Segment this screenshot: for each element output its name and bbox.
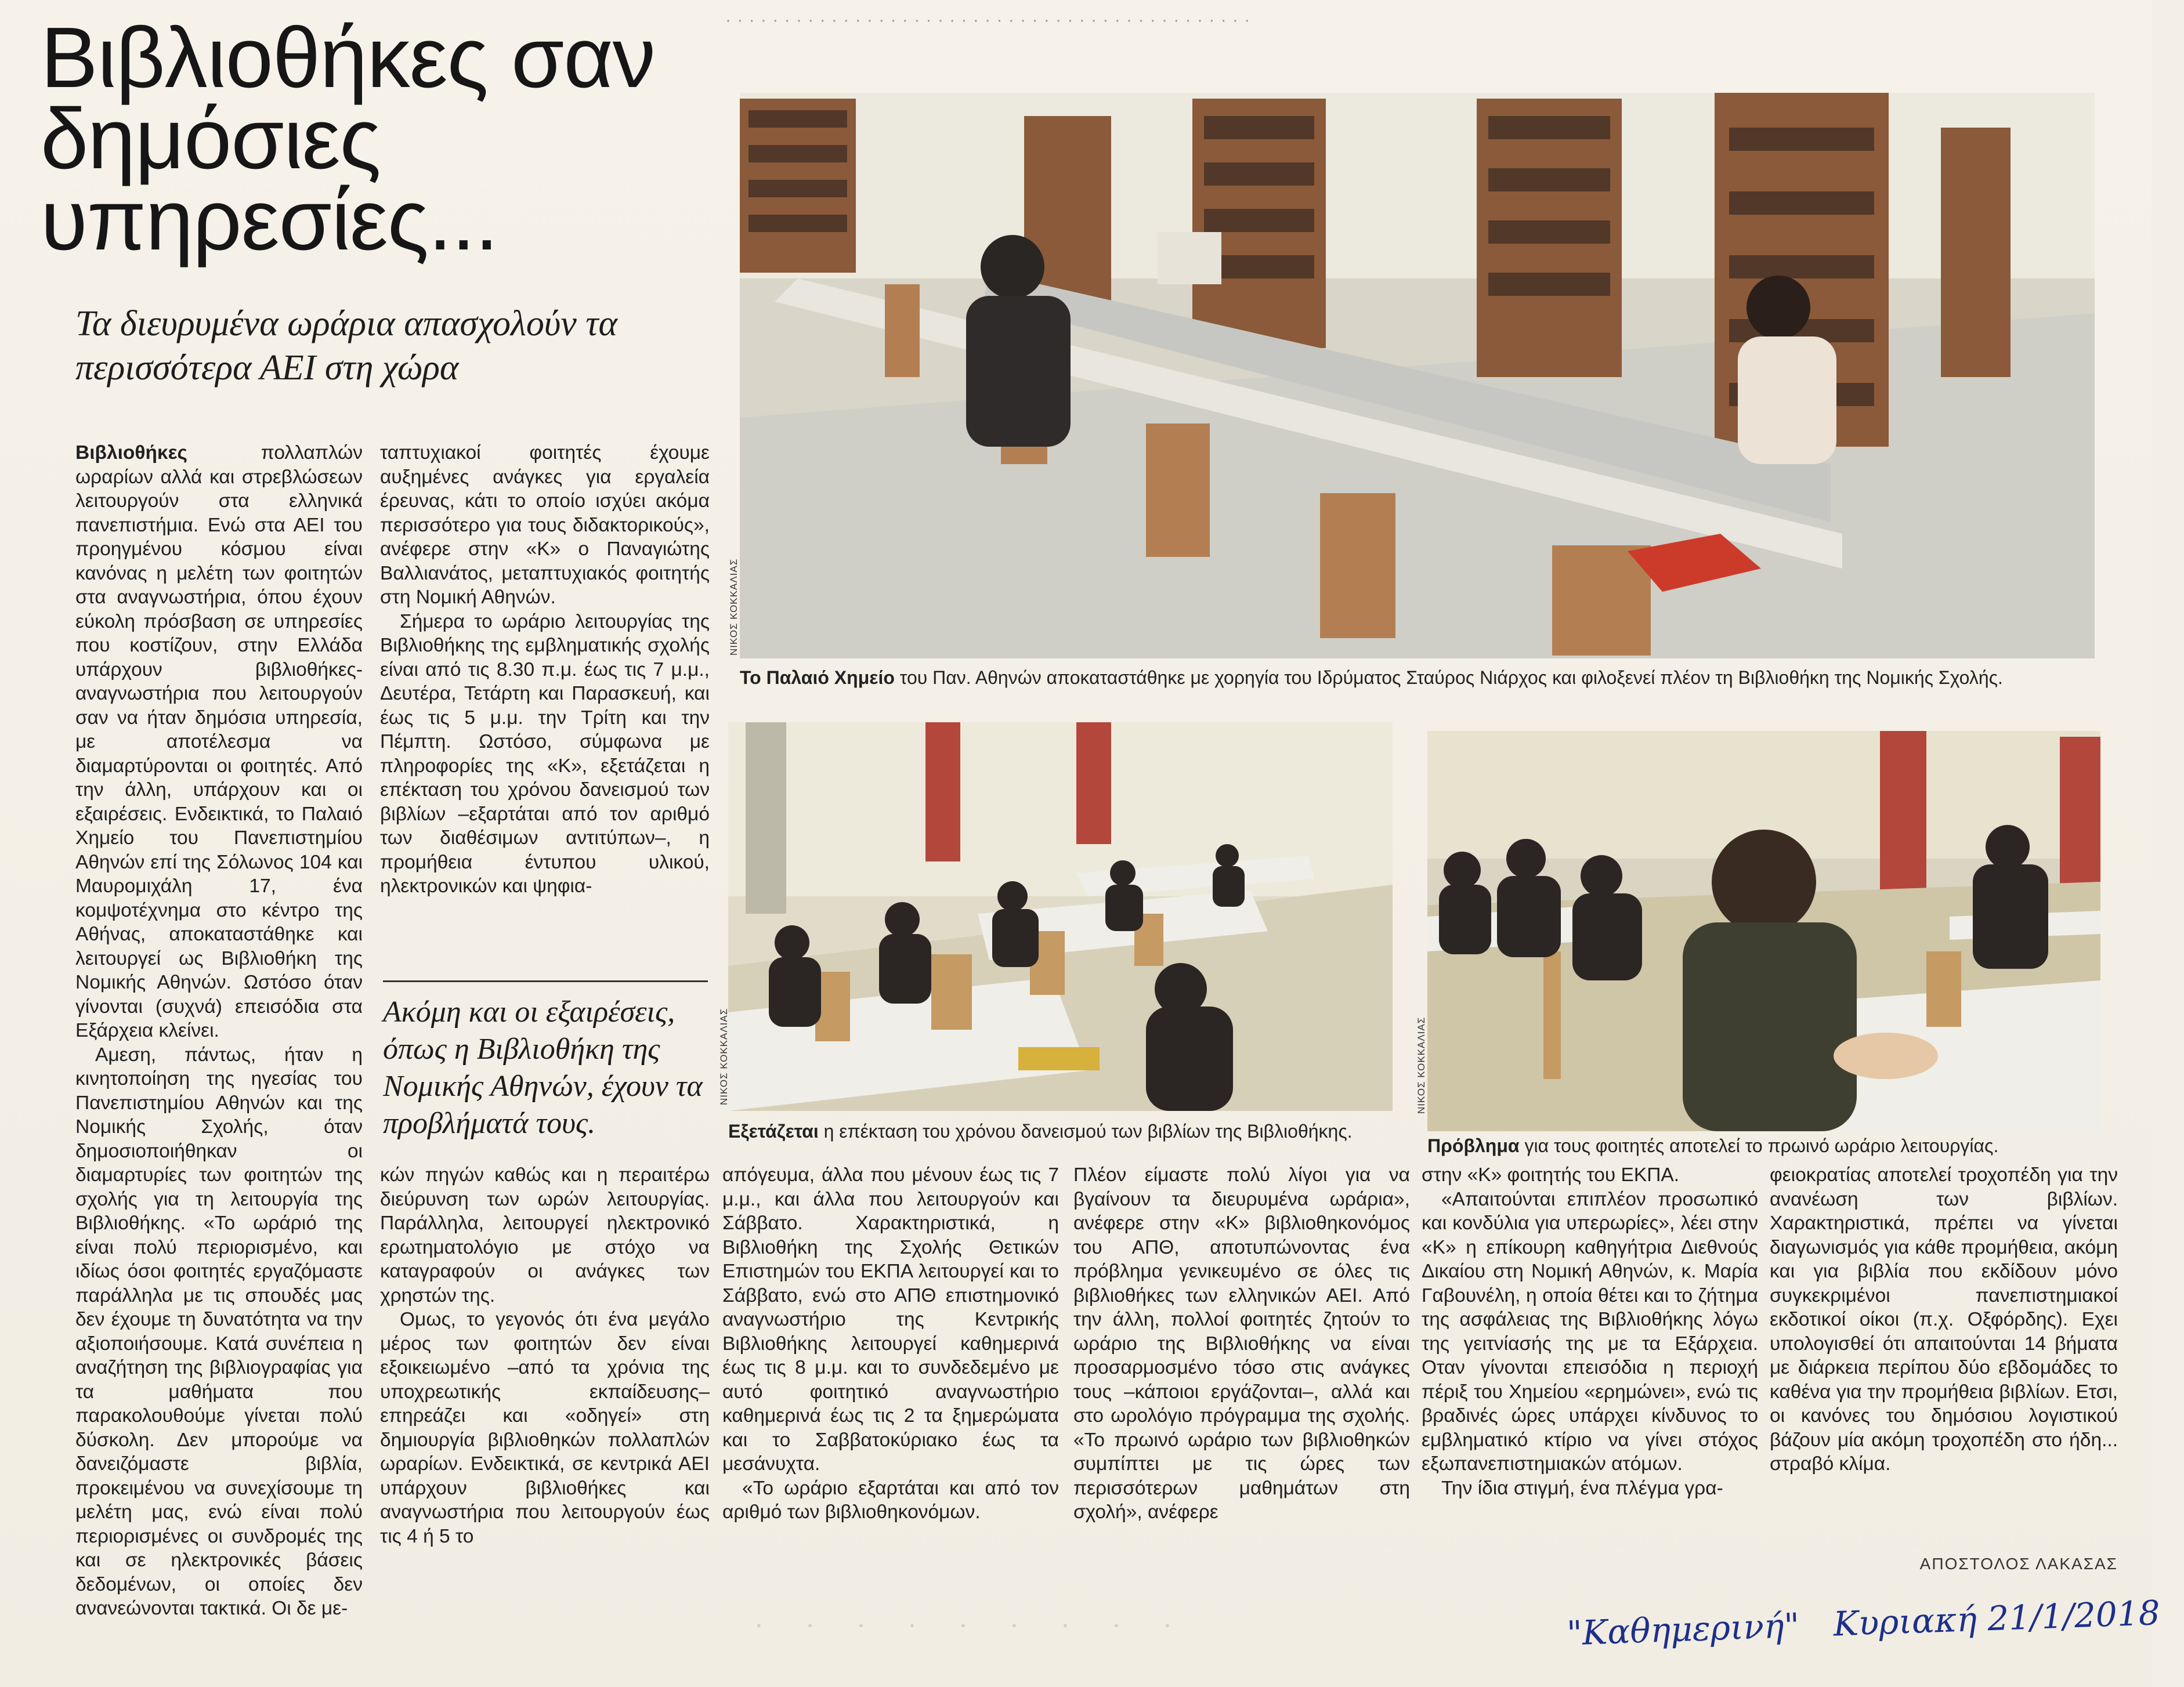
paragraph: απόγευμα, άλλα που μένουν έως τις 7 μ.μ., και άλλα που λειτουργούν και Σάββατο. Χαρακτηριστικά, η Βιβλιοθήκη της Σχολής Θετικών Επιστημών του ΕΚΠΑ λειτουργεί και το Σάββατο, ενώ στο ΑΠΘ επιστημονικό αναγνωστήριο της Κεντρικής Βιβλιοθήκης λειτουργεί καθημερινά έως τις 8 μ.μ. και το συνδεδεμένο με αυτό φοιτητικό αναγνωστήριο καθημερινά έως τις 2 τα ξημερώματα και το Σαββατοκύριακο έως τα μεσάνυχτα.	[722, 1164, 1059, 1475]
paragraph: Την ίδια στιγμή, ένα πλέγμα γρα-	[1441, 1477, 1723, 1499]
main-photo-library-interior	[740, 93, 2095, 658]
article-column-1	[75, 441, 363, 1619]
paragraph: Σήμερα το ωράριο λειτουργίας της Βιβλιοθήκης της εμβληματικής σχολής είναι από τις 8.30 π.μ. έως τις 7 μ.μ., Δευτέρα, Τετάρτη και Παρασκευή, και έως τις 5 μ.μ. την Τρίτη και την Πέμπτη. Ωστόσο, σύμφωνα με πληροφορίες της «Κ», εξετάζεται η επέκταση του χρόνου δανεισμού των βιβλίων –εξαρτάται από τον αριθμό των διαθέσιμων αντιτύπων–, η προμήθεια έντυπου υλικού, ηλεκτρονικών και ψηφια-	[380, 610, 710, 897]
paragraph: Ομως, το γεγονός ότι ένα μεγάλο μέρος των φοιτητών δεν είναι εξοικειωμένο –από τα χρόνια της υποχρεωτικής εκπαίδευσης– επηρεάζει και «οδηγεί» στη δημιουργία βιβλιοθηκών πολλαπλών ωραρίων. Ενδεικτικά, σε κεντρικά ΑΕΙ υπάρχουν βιβλιοθήκες και αναγνωστήρια που λειτουργούν έως τις 4 ή 5 το	[380, 1309, 710, 1547]
bleed-through-footer: · · · · · · · · ·	[754, 1610, 1189, 1641]
caption-text: η επέκταση του χρόνου δανεισμού των βιβλίων της Βιβλιοθήκης.	[818, 1121, 1353, 1142]
caption-lead: Το Παλαιό Χημείο	[740, 667, 895, 688]
paragraph: κών πηγών καθώς και η περαιτέρω διεύρυνση των ωρών λειτουργίας. Παράλληλα, λειτουργεί ηλεκτρονικό ερωτηματολόγιο με στόχο να καταγραφούν οι ανάγκες των χρηστών της.	[380, 1164, 710, 1306]
headline: Βιβλιοθήκες σαν δημόσιες υπηρεσίες...	[41, 10, 655, 268]
paragraph: πολλαπλών ωραρίων αλλά και στρεβλώσεων λειτουργούν στα ελληνικά πανεπιστήμια. Ενώ στα ΑΕΙ του προηγμένου κόσμου είναι κανόνας η μελέτη των φοιτητών στα αναγνωστήρια, όπου έχουν εύκολη πρόσβαση σε υπηρεσίες που κοστίζουν, στην Ελλάδα υπάρχουν βιβλιοθήκες-αναγνωστήρια που λειτουργούν σαν να ήταν δημόσια υπηρεσία, με αποτέλεσμα να διαμαρτύρονται οι φοιτητές. Από την άλλη, υπάρχουν και οι εξαιρέσεις. Ενδεικτικά, το Παλαιό Χημείο του Πανεπιστημίου Αθηνών επί της Σόλωνος 104 και Μαυρομιχάλη 17, ένα κομψοτέχνημα στο κέντρο της Αθήνας, αποκαταστάθηκε και λειτουργεί ως Βιβλιοθήκη της Νομικής Αθηνών. Ωστόσο όταν γίνονται (συχνά) επεισόδια στα Εξάρχεια κλείνει.	[75, 442, 363, 1041]
bleed-through-strip: · · · · · · · · · · · · · · · · · · · · · · · · · · · · · · · · · · · · · · · · · · · · ·	[725, 10, 1251, 30]
photo-reading-room	[728, 722, 1393, 1111]
article-column-6	[1770, 1163, 2118, 1552]
handwritten-paper-name: "Καθημερινή"	[1566, 1605, 1800, 1653]
article-column-5	[1422, 1163, 1758, 1552]
paragraph: Αμεση, πάντως, ήταν η κινητοποίηση της ηγεσίας του Πανεπιστημίου Αθηνών και της Νομικής Σχολής, όταν δημοσιοποιήθηκαν οι διαμαρτυρίες των φοιτητών της σχολής για τη λειτουργία της Βιβλιοθήκης. «Το ωράριό της είναι πολύ περιορισμένο, και ιδίως όσοι φοιτητές εργαζόμαστε παράλληλα με τις σπουδές μας δεν έχουμε τη δυνατότητα να την αξιοποιήσουμε. Κατά συνέπεια η αναζήτηση της βιβλιογραφίας για τα μαθήματα που παρακολουθούμε γίνεται πολύ δύσκολη. Δεν μπορούμε να δανειζόμαστε βιβλία, προκειμένου να συνεχίσουμε τη μελέτη μας, ενώ είναι πολύ περιορισμένες οι συνδρομές της και σε ηλεκτρονικές βάσεις δεδομένων, οι οποίες δεν ανανεώνονται τακτικά. Οι δε με-	[75, 1044, 363, 1619]
paragraph: «Το ωράριο εξαρτάται και από τον αριθμό των βιβλιοθηκονόμων.	[722, 1477, 1059, 1523]
photo-credit-2: ΝΙΚΟΣ ΚΟΚΚΑΛΙΑΣ	[718, 1008, 729, 1105]
pull-quote: Ακόμη και οι εξαιρέσεις, όπως η Βιβλιοθήκη της Νομικής Αθηνών, έχουν τα προβλήματά τους.	[383, 980, 708, 1142]
photo-credit: ΝΙΚΟΣ ΚΟΚΚΑΛΙΑΣ	[728, 558, 739, 656]
photo-student-writing	[1427, 731, 2100, 1131]
lead-word: Βιβλιοθήκες	[75, 442, 187, 464]
paragraph: ταπτυχιακοί φοιτητές έχουμε αυξημένες ανάγκες για εργαλεία έρευνας, κάτι το οποίο ισχύει ακόμα περισσότερο για τους διδακτορικούς», ανέφερε στην «Κ» ο Παναγιώτης Βαλλιανάτος, μεταπτυχιακός φοιτητής στη Νομική Αθηνών.	[380, 442, 710, 608]
article-column-4	[1073, 1163, 1410, 1552]
handwritten-date: Κυριακή 21/1/2018	[1832, 1592, 2161, 1644]
caption-text: του Παν. Αθηνών αποκαταστάθηκε με χορηγία του Ιδρύματος Σταύρος Νιάρχος και φιλοξενεί πλέον τη Βιβλιοθήκη της Νομικής Σχολής.	[894, 667, 2003, 688]
article-column-3	[722, 1163, 1059, 1552]
caption-text: για τους φοιτητές αποτελεί το πρωινό ωράριο λειτουργίας.	[1519, 1135, 1999, 1156]
caption-lead: Πρόβλημα	[1427, 1135, 1520, 1156]
byline: ΑΠΟΣΤΟΛΟΣ ΛΑΚΑΣΑΣ	[1919, 1555, 2118, 1573]
standfirst: Τα διευρυμένα ωράρια απασχολούν τα περισσότερα ΑΕΙ στη χώρα	[75, 304, 618, 388]
paragraph: στην «Κ» φοιτητής του ΕΚΠΑ.	[1422, 1164, 1680, 1186]
caption-lead: Εξετάζεται	[728, 1121, 819, 1142]
caption-left	[728, 1120, 1353, 1143]
paragraph: Πλέον είμαστε πολύ λίγοι για να βγαίνουν τα διευρυμένα ωράρια», ανέφερε στην «Κ» βιβλιοθηκονόμος του ΑΠΘ, αποτυπώνοντας ένα πρόβλημα γενικευμένο σε όλες τις βιβλιοθήκες των ελληνικών ΑΕΙ. Από την άλλη, πολλοί φοιτητές ζητούν το ωράριο της Βιβλιοθήκης να είναι προσαρμοσμένο τόσο στις ανάγκες τους –κάποιοι εργάζονται–, αλλά και στο ωρολόγιο πρόγραμμα της σχολής. «Το πρωινό ωράριο των βιβλιοθηκών συμπίπτει με τις ώρες των περισσότερων μαθημάτων στη σχολή», ανέφερε	[1073, 1164, 1410, 1523]
caption-right	[1427, 1134, 1998, 1157]
paragraph: «Απαιτούνται επιπλέον προσωπικό και κονδύλια για υπερωρίες», λέει στην «Κ» η επίκουρη καθηγήτρια Διεθνούς Δικαίου στη Νομική Αθηνών, κ. Μαρία Γαβουνέλη, η οποία θέτει και το ζήτημα της ασφάλειας της Βιβλιοθήκης λόγω της γειτνίασής της με τα Εξάρχεια. Οταν γίνονται επεισόδια η περιοχή πέριξ του Χημείου «ερημώνει», ενώ τις βραδινές ώρες υπάρχει κίνδυνος το εμβληματικό κτίριο να γίνει στόχος εξωπανεπιστημιακών ατόμων.	[1422, 1188, 1758, 1475]
paragraph: φειοκρατίας αποτελεί τροχοπέδη για την ανανέωση των βιβλίων. Χαρακτηριστικά, πρέπει να γίνεται διαγωνισμός για κάθε προμήθεια, ακόμη και για βιβλία που εκδίδουν μόνο συγκεκριμένοι πανεπιστημιακοί εκδοτικοί οίκοι (π.χ. Οξφόρδης). Εχει υπολογισθεί ότι απαιτούνται 14 βήματα με διάρκεια περίπου δύο εβδομάδες το καθένα για την προμήθεια βιβλίων. Ετσι, οι κανόνες του δημόσιου λογιστικού βάζουν μία ακόμη τροχοπέδη στο ήδη... στραβό κλίμα.	[1770, 1164, 2118, 1475]
photo-credit-3: ΝΙΚΟΣ ΚΟΚΚΑΛΙΑΣ	[1416, 1016, 1427, 1114]
article-column-2b	[380, 1163, 710, 1552]
article-column-2	[380, 441, 710, 957]
caption-main	[740, 666, 2003, 689]
